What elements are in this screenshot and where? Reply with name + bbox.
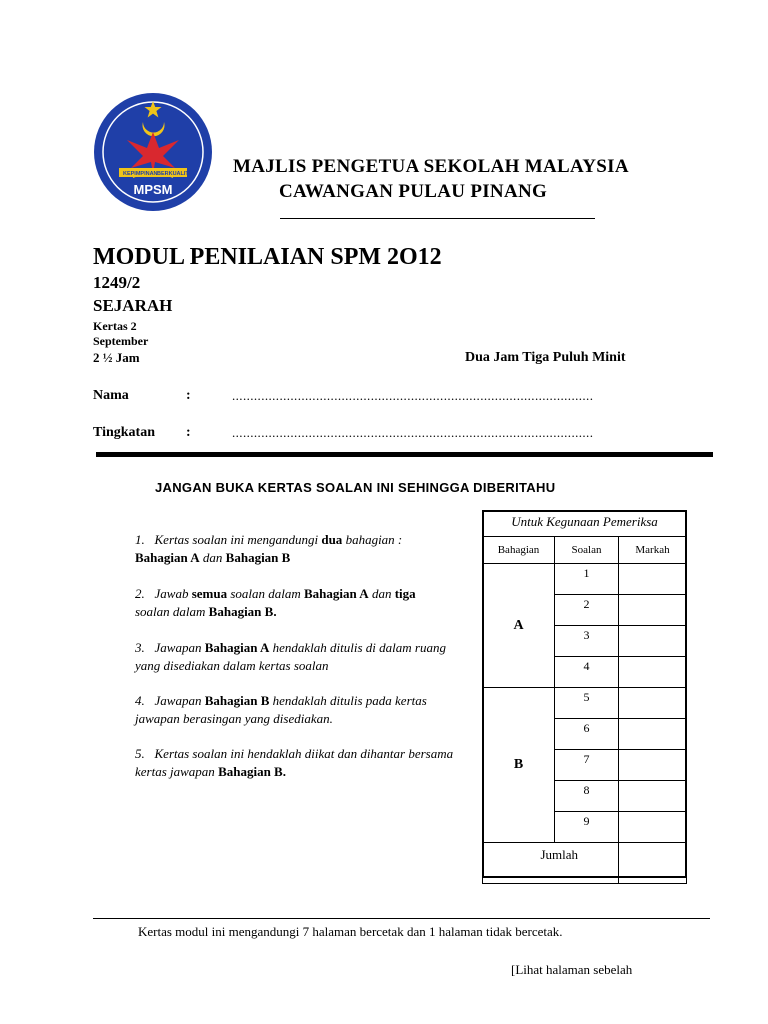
marks-cell[interactable]	[619, 812, 687, 843]
exam-month: September	[93, 334, 149, 348]
marks-cell[interactable]	[619, 719, 687, 750]
marks-cell[interactable]	[619, 564, 687, 595]
org-name-line1: MAJLIS PENGETUA SEKOLAH MALAYSIA	[233, 156, 629, 177]
duration-long: Dua Jam Tiga Puluh Minit	[465, 350, 626, 365]
footer-divider	[93, 918, 710, 919]
marks-cell[interactable]	[619, 781, 687, 812]
exam-title: MODUL PENILAIAN SPM 2O12	[93, 244, 442, 270]
next-page-note: [Lihat halaman sebelah	[511, 962, 633, 977]
question-number: 7	[555, 750, 619, 781]
question-number: 2	[555, 595, 619, 626]
question-number: 1	[555, 564, 619, 595]
marks-cell[interactable]	[619, 595, 687, 626]
section-divider	[96, 452, 713, 457]
section-b-label: B	[483, 688, 555, 843]
instruction-1: 1. Kertas soalan ini mengandungi dua bahagian : Bahagian A dan Bahagian B	[135, 532, 403, 565]
question-number: 6	[555, 719, 619, 750]
marks-cell[interactable]	[619, 657, 687, 688]
logo-banner-left: KEPIMPINAN	[123, 171, 158, 177]
marks-cell[interactable]	[619, 626, 687, 657]
subject-name: SEJARAH	[93, 296, 173, 315]
paper-number: Kertas 2	[93, 319, 137, 333]
col-section-header: Bahagian	[483, 537, 555, 564]
instruction-3: 3. Jawapan Bahagian A hendaklah ditulis di dalam ruang yang disediakan dalam kertas soalan	[135, 640, 446, 673]
question-number: 9	[555, 812, 619, 843]
subject-code: 1249/2	[93, 273, 141, 292]
logo-banner-right: BERKUALITI	[157, 171, 191, 177]
instruction-4: 4. Jawapan Bahagian B hendaklah ditulis pada kertas jawapan berasingan yang disediakan.	[135, 693, 427, 726]
marks-cell[interactable]	[619, 688, 687, 719]
mpsm-logo	[93, 92, 213, 212]
examiner-table	[482, 536, 687, 884]
name-field[interactable]: ...................................................................................................	[232, 388, 594, 403]
org-name-line2: CAWANGAN PULAU PINANG	[279, 181, 548, 202]
instruction-2: 2. Jawab semua soalan dalam Bahagian A dan tiga soalan dalam Bahagian B.	[135, 586, 416, 619]
question-number: 8	[555, 781, 619, 812]
form-colon: :	[186, 425, 191, 440]
form-field[interactable]: ...................................................................................................	[232, 425, 594, 440]
name-label: Nama	[93, 388, 129, 403]
total-label: Jumlah	[483, 843, 619, 884]
question-number: 3	[555, 626, 619, 657]
instruction-5: 5. Kertas soalan ini hendaklah diikat dan dihantar bersama kertas jawapan Bahagian B.	[135, 746, 454, 779]
question-number: 4	[555, 657, 619, 688]
name-colon: :	[186, 388, 191, 403]
form-label: Tingkatan	[93, 425, 155, 440]
duration-short: 2 ½ Jam	[93, 350, 140, 365]
question-number: 5	[555, 688, 619, 719]
examiner-heading: Untuk Kegunaan Pemeriksa	[511, 514, 658, 529]
col-marks-header: Markah	[619, 537, 687, 564]
total-marks-cell[interactable]	[619, 843, 687, 884]
marks-cell[interactable]	[619, 750, 687, 781]
page-count-note: Kertas modul ini mengandungi 7 halaman bercetak dan 1 halaman tidak bercetak.	[138, 924, 563, 939]
section-a-label: A	[483, 564, 555, 688]
logo-text: MPSM	[133, 182, 173, 197]
warning-notice: JANGAN BUKA KERTAS SOALAN INI SEHINGGA DIBERITAHU	[155, 480, 556, 495]
col-question-header: Soalan	[555, 537, 619, 564]
header-divider	[280, 218, 595, 219]
